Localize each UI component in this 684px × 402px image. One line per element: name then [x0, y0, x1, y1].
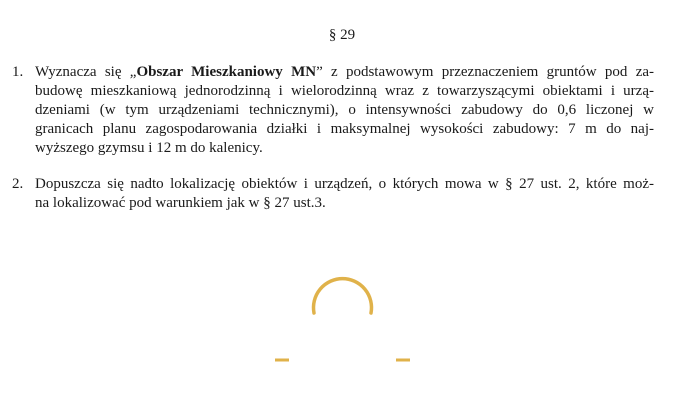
paragraph-1-line-2: budowę mieszkaniową jednorodzinną i wielorodzinną wraz z towarzyszącymi obiektami i urzą-	[35, 83, 654, 99]
section-title: § 29	[328, 27, 356, 43]
paragraph-1-text	[35, 63, 654, 158]
paragraph-2-line-2: na lokalizować pod warunkiem jak w § 27 ust.3.	[35, 195, 326, 211]
paragraph-2-number: 2.	[12, 176, 24, 192]
loading-spinner-icon	[272, 258, 414, 368]
paragraph-1-line-1: Wyznacza się „Obszar Mieszkaniowy MN” z podstawowym przeznaczeniem gruntów pod za-	[35, 64, 655, 80]
paragraph-2-line-1: Dopuszcza się nadto lokalizację obiektów i urządzeń, o których mowa w § 27 ust. 2, które moż-	[35, 176, 654, 192]
spinner-arc	[314, 279, 372, 313]
paragraph-1-line-3: dzeniami (w tym urządzeniami technicznymi), o intensywności zabudowy do 0,6 liczonej w	[35, 102, 654, 118]
paragraph-1	[0, 63, 684, 158]
paragraph-2-text	[35, 175, 654, 213]
loading-spinner-graphic	[272, 258, 414, 368]
paragraph-1-line-4: granicach planu zagospodarowania działki i maksymalnej wysokości zabudowy: 7 m do naj-	[35, 121, 654, 137]
zone-name: Obszar Mieszkaniowy MN	[136, 64, 317, 80]
paragraph-1-number: 1.	[12, 64, 24, 80]
paragraph-2	[0, 175, 684, 213]
paragraph-1-line-5: wyższego gzymsu i 12 m do kalenicy.	[35, 140, 263, 156]
